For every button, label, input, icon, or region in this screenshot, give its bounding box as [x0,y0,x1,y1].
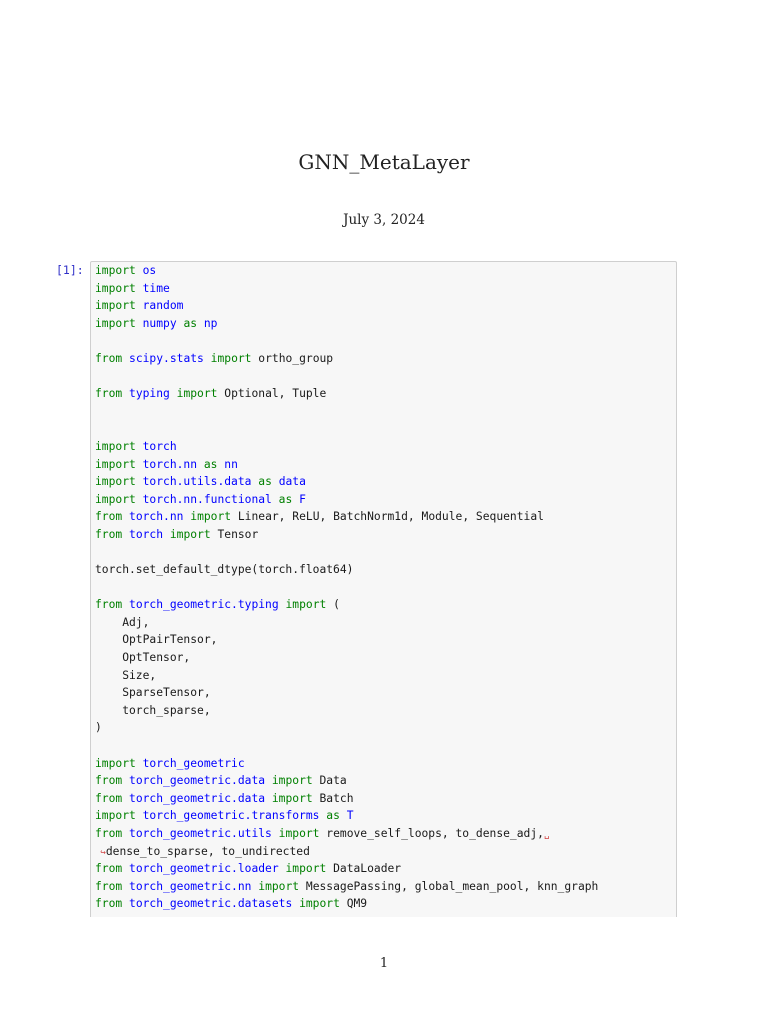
code-text [136,317,143,330]
code-keyword: from [95,510,123,524]
code-keyword: from [95,827,123,840]
code-keyword: from [95,598,123,612]
code-module: torch_geometric.transforms [142,809,320,823]
code-keyword: as [278,492,293,506]
code-text: QM9 [339,897,368,911]
code-text: Adj, [95,615,150,629]
code-line [95,667,675,685]
code-keyword: import [271,791,313,805]
code-line [95,649,675,667]
code-module: nn [224,457,238,471]
code-keyword: import [95,475,136,489]
code-text: OptPairTensor, [95,633,218,647]
code-line [95,596,675,614]
code-line [95,807,675,825]
code-text: ortho_group [251,351,334,365]
code-module: torch [142,439,177,453]
document-title: GNN_MetaLayer [298,150,470,174]
code-text: Linear, ReLU, BatchNorm1d, Module, Sequential [231,510,544,524]
page-number: 1 [379,956,389,971]
code-text [265,774,272,787]
code-line [95,385,675,403]
code-text [136,264,143,277]
code-line [95,684,675,702]
code-text: ( [326,598,340,612]
line-continuation-marker: ␣ [543,830,550,840]
code-text: SparseTensor, [95,686,211,700]
code-module: typing [129,387,170,401]
code-keyword: as [258,475,272,489]
code-line [95,579,675,597]
code-line [95,297,675,315]
code-text [204,352,211,365]
code-module: torch.nn [129,510,184,524]
code-text [136,458,143,471]
code-text [122,827,129,840]
code-keyword: from [95,774,123,788]
code-line [95,280,675,298]
code-line [95,702,675,720]
code-keyword: import [95,492,136,506]
code-text [122,880,129,893]
code-text [272,475,279,488]
code-line [95,719,675,737]
code-keyword: from [95,879,123,893]
code-module: torch.nn.functional [142,492,272,506]
code-line [95,755,675,773]
code-line [95,473,675,491]
code-keyword: import [95,299,136,313]
document-date: July 3, 2024 [343,212,425,228]
code-line [95,544,675,562]
code-text: dense_to_sparse, to_undirected [105,844,310,858]
code-text [136,475,143,488]
code-keyword: import [95,281,136,295]
code-text [122,774,129,787]
code-module: torch_geometric.typing [129,598,279,612]
code-line [95,825,675,843]
code-text [122,897,129,910]
code-text [340,809,347,822]
code-text [197,458,204,471]
code-line [95,368,675,386]
code-keyword: from [95,527,123,541]
code-module: random [142,299,184,313]
code-module: torch_geometric.nn [129,879,252,893]
code-keyword: import [95,809,136,823]
code-line [95,772,675,790]
code-text [136,282,143,295]
code-keyword: import [258,879,300,893]
code-keyword: import [299,897,340,911]
code-line [95,860,675,878]
code-text [122,792,129,805]
code-keyword: from [95,387,123,401]
code-line [95,491,675,509]
code-text: Data [312,774,347,788]
code-text: DataLoader [326,862,402,876]
code-text [272,493,279,506]
code-keyword: import [271,774,313,788]
code-module: T [346,809,354,823]
code-module: torch_geometric.utils [129,827,272,840]
code-text [136,809,143,822]
code-text [136,757,143,770]
code-line [95,508,675,526]
code-text [170,387,177,400]
code-text [136,440,143,453]
code-keyword: from [95,897,123,911]
code-text: Tensor [210,527,259,541]
code-module: time [142,281,170,295]
code-keyword: import [95,439,136,453]
code-text: torch_sparse, [95,703,211,717]
code-module: torch_geometric.loader [129,862,279,876]
code-keyword: import [95,756,136,770]
code-keyword: as [203,457,218,471]
code-module: torch_geometric.data [129,791,266,805]
code-keyword: import [95,316,136,330]
code-text: OptTensor, [95,651,191,665]
code-text [136,493,143,506]
code-text [136,299,143,312]
code-module: os [142,264,157,277]
code-text [265,792,272,805]
code-keyword: import [169,527,211,541]
code-module: np [203,316,218,330]
code-text [122,387,129,400]
code-line [95,614,675,632]
code-keyword: import [190,510,232,524]
code-text: MessagePassing, global_mean_pool, knn_graph [299,879,599,893]
code-line [95,895,675,913]
code-keyword: import [210,351,252,365]
code-keyword: from [95,862,123,876]
code-keyword: import [285,862,327,876]
code-line [95,790,675,808]
code-module: torch_geometric.data [129,774,266,788]
code-text [122,598,129,611]
code-line [95,737,675,755]
code-line [95,420,675,438]
code-text: Optional, Tuple [217,387,327,401]
code-text [122,862,129,875]
code-keyword: import [278,827,320,840]
code-line [95,350,675,368]
code-line [95,878,675,896]
code-keyword: import [95,457,136,471]
code-module: F [299,492,306,506]
code-line [95,332,675,350]
code-text: Size, [95,668,157,682]
code-text [122,528,129,541]
code-block [95,262,675,913]
code-text [122,352,129,365]
code-module: data [278,475,306,489]
code-text [197,317,204,330]
code-line [95,315,675,333]
code-keyword: import [95,264,136,277]
code-text [122,510,129,523]
code-module: torch_geometric.datasets [129,897,293,911]
code-text [163,528,170,541]
code-line [95,262,675,280]
code-module: torch.utils.data [142,475,252,489]
code-line [95,456,675,474]
code-text: ) [95,721,102,735]
code-keyword: from [95,791,123,805]
code-keyword: import [285,598,327,612]
code-text: remove_self_loops, to_dense_adj, [319,827,544,840]
cell-prompt: [1]: [56,263,84,277]
code-line [95,631,675,649]
code-keyword: as [326,809,340,823]
code-module: torch.nn [142,457,198,471]
line-continuation-marker: ↪ [95,847,106,858]
code-module: scipy.stats [129,351,204,365]
code-keyword: from [95,351,123,365]
code-module: numpy [142,316,177,330]
code-line [95,403,675,421]
code-line [95,843,675,861]
code-line [95,526,675,544]
code-keyword: as [183,316,198,330]
code-module: torch [129,527,164,541]
code-text [272,827,279,840]
code-line [95,438,675,456]
code-keyword: import [176,387,218,401]
code-line [95,561,675,579]
code-text: Batch [312,791,354,805]
code-text: torch.set_default_dtype(torch.float64) [95,563,354,577]
code-module: torch_geometric [142,756,245,770]
